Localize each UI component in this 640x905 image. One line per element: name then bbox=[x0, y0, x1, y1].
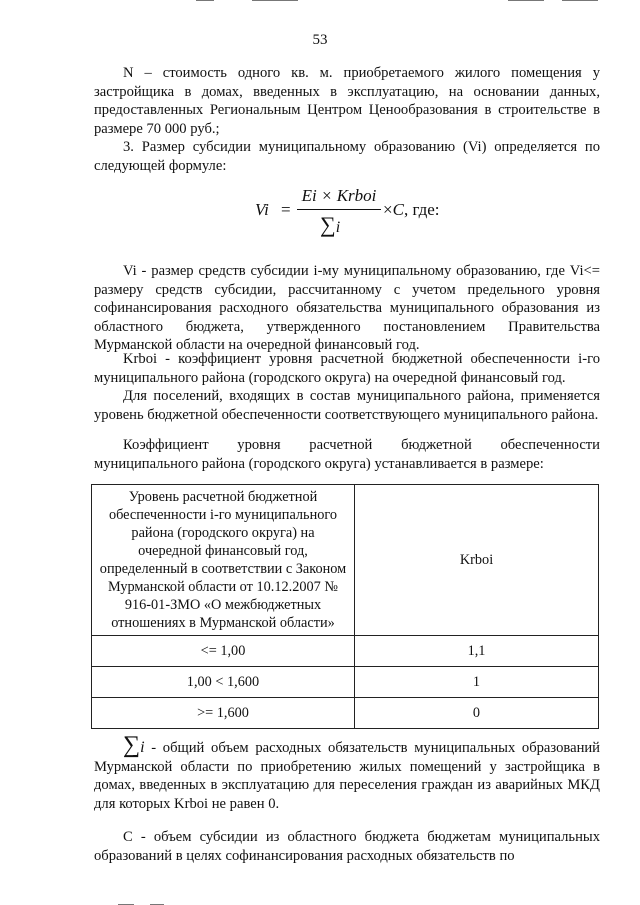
formula-times: × bbox=[383, 200, 393, 219]
sigma-definition-text: - общий объем расходных обязательств муниципальных образований Мурманской области по приобретению жилых помещений у застройщика в домах, введенных в эксплуатацию для переселения граждан из аварийных МКД для которых Krboi не равен 0. bbox=[94, 740, 600, 812]
krboi-table bbox=[91, 484, 599, 729]
sigma-icon: ∑ bbox=[320, 212, 336, 237]
table-row bbox=[92, 698, 599, 729]
formula-denominator bbox=[320, 212, 340, 238]
table-cell-level: <= 1,00 bbox=[92, 636, 355, 667]
sigma-icon: ∑ bbox=[123, 732, 141, 758]
formula-equals: = bbox=[281, 200, 291, 219]
table-cell-value: 1,1 bbox=[355, 636, 599, 667]
formula-lhs: Vi bbox=[255, 200, 269, 219]
table-header-row bbox=[92, 485, 599, 636]
paragraph-c-definition: С - объем субсидии из областного бюджета бюджетам муниципальных образований в целях софинансирования расходных обязательств по bbox=[94, 829, 600, 864]
scan-mark bbox=[252, 0, 298, 1]
formula-numerator: Ei × Krboi bbox=[301, 186, 377, 205]
formula-c: C bbox=[392, 200, 404, 219]
formula-denominator-index: i bbox=[335, 219, 341, 236]
table-cell-value: 0 bbox=[355, 698, 599, 729]
table-row bbox=[92, 667, 599, 698]
paragraph-krboi-definition: Krboi - коэффициент уровня расчетной бюджетной обеспеченности i-го муниципального района (городского округа) на очередной финансовый год. bbox=[94, 351, 600, 386]
subsidy-formula bbox=[255, 186, 515, 246]
scan-mark bbox=[508, 0, 544, 1]
paragraph-subsidy-formula-intro: 3. Размер субсидии муниципальному образованию (Vi) определяется по следующей формуле: bbox=[94, 139, 600, 174]
paragraph-n-definition: N – стоимость одного кв. м. приобретаемого жилого помещения у застройщика в домах, введенных в эксплуатацию, на основании данных, предоставленных Региональным Центром Ценообразования в строительстве в размере 70 000 руб.; bbox=[94, 65, 600, 137]
paragraph-settlements: Для поселений, входящих в состав муниципального района, применяется уровень бюджетной обеспеченности соответствующего муниципального района. bbox=[94, 388, 600, 423]
scan-mark bbox=[562, 0, 598, 1]
page-number: 53 bbox=[312, 32, 328, 48]
paragraph-coefficient-intro: Коэффициент уровня расчетной бюджетной обеспеченности муниципального района (городского округа) устанавливается в размере: bbox=[94, 437, 600, 472]
table-cell-level: 1,00 < 1,600 bbox=[92, 667, 355, 698]
table-cell-level: >= 1,600 bbox=[92, 698, 355, 729]
paragraph-vi-definition: Vi - размер средств субсидии i-му муниципальному образованию, где Vi<= размеру средств субсидии, рассчитанному с учетом предельного уровня софинансирования расходного обязательства муниципального образования из областного бюджета, утвержденного постановлением Правительства Мурманской области на очередной финансовый год. bbox=[94, 263, 600, 354]
formula-rhs bbox=[383, 200, 439, 220]
table-row bbox=[92, 636, 599, 667]
paragraph-sigma-definition bbox=[94, 732, 600, 813]
table-cell-value: 1 bbox=[355, 667, 599, 698]
table-header-krboi: Krboi bbox=[355, 485, 599, 636]
sigma-index: i bbox=[140, 739, 145, 756]
table-header-level: Уровень расчетной бюджетной обеспеченности i-го муниципального района (городского округа) на очередной финансовый год, определенный в соответствии с Законом Мурманской области от 10.12.2007 № 916-01-ЗМО «О межбюджетных отношениях в Мурманской области» bbox=[92, 485, 355, 636]
scan-mark bbox=[196, 0, 214, 1]
formula-fraction-line bbox=[297, 209, 381, 210]
formula-suffix: , где: bbox=[403, 200, 440, 219]
